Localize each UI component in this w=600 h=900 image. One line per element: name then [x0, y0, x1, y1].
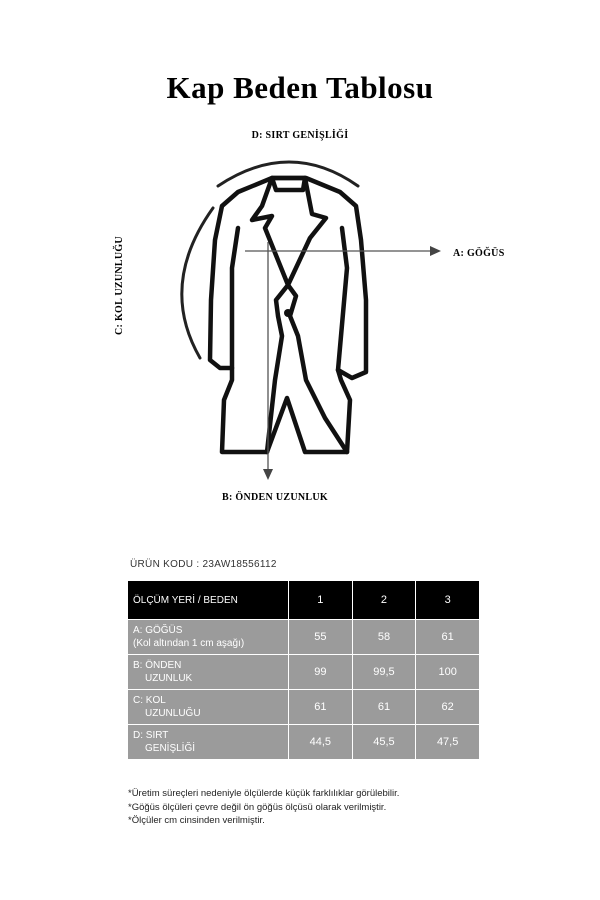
- header-size-1: 1: [289, 581, 353, 620]
- cell-value: 55: [289, 620, 353, 655]
- row-label-line1: A: GÖĞÜS: [133, 625, 183, 636]
- cell-value: 47,5: [416, 725, 480, 760]
- row-label-line1: B: ÖNDEN: [133, 660, 182, 671]
- footnote: *Ölçüler cm cinsinden verilmiştir.: [128, 815, 265, 826]
- row-label-line2: GENİŞLİĞİ: [145, 743, 196, 754]
- cell-value: 99: [289, 655, 353, 690]
- cell-value: 61: [352, 690, 416, 725]
- table-row: [128, 690, 480, 725]
- cell-value: 45,5: [352, 725, 416, 760]
- table-row: [128, 655, 480, 690]
- header-size-3: 3: [416, 581, 480, 620]
- cell-value: 99,5: [352, 655, 416, 690]
- row-label-line2: UZUNLUĞU: [145, 708, 201, 719]
- row-label: [128, 620, 289, 655]
- footnotes: [128, 787, 399, 828]
- row-label: [128, 690, 289, 725]
- row-label-line1: C: KOL: [133, 695, 166, 706]
- header-size-2: 2: [352, 581, 416, 620]
- front-length-label: B: ÖNDEN UZUNLUK: [222, 492, 328, 503]
- row-label-line1: D: SIRT: [133, 730, 169, 741]
- row-label: [128, 655, 289, 690]
- size-table: [127, 580, 480, 760]
- coat-button: [284, 309, 292, 317]
- product-code: ÜRÜN KODU : 23AW18556112: [130, 559, 277, 570]
- back-width-label: D: SIRT GENİŞLİĞİ: [251, 130, 349, 141]
- row-label-line2: (Kol altından 1 cm aşağı): [133, 638, 245, 649]
- footnote: *Üretim süreçleri nedeniyle ölçülerde küçük farklılıklar görülebilir.: [128, 788, 400, 799]
- footnote: *Göğüs ölçüleri çevre değil ön göğüs ölçüsü olarak verilmiştir.: [128, 801, 387, 813]
- sleeve-length-label: C: KOL UZUNLUĞU: [114, 236, 125, 335]
- cell-value: 100: [416, 655, 480, 690]
- cell-value: 62: [416, 690, 480, 725]
- table-row: [128, 620, 480, 655]
- chest-label: A: GÖĞÜS: [453, 248, 505, 259]
- back-width-arc: [218, 162, 358, 186]
- cell-value: 44,5: [289, 725, 353, 760]
- row-label: [128, 725, 289, 760]
- cell-value: 58: [352, 620, 416, 655]
- cell-value: 61: [416, 620, 480, 655]
- table-header-row: [128, 581, 480, 620]
- row-label-line2: UZUNLUK: [145, 673, 193, 684]
- page-title: Kap Beden Tablosu: [166, 70, 434, 105]
- header-measurement: ÖLÇÜM YERİ / BEDEN: [128, 581, 289, 620]
- table-row: [128, 725, 480, 760]
- cell-value: 61: [289, 690, 353, 725]
